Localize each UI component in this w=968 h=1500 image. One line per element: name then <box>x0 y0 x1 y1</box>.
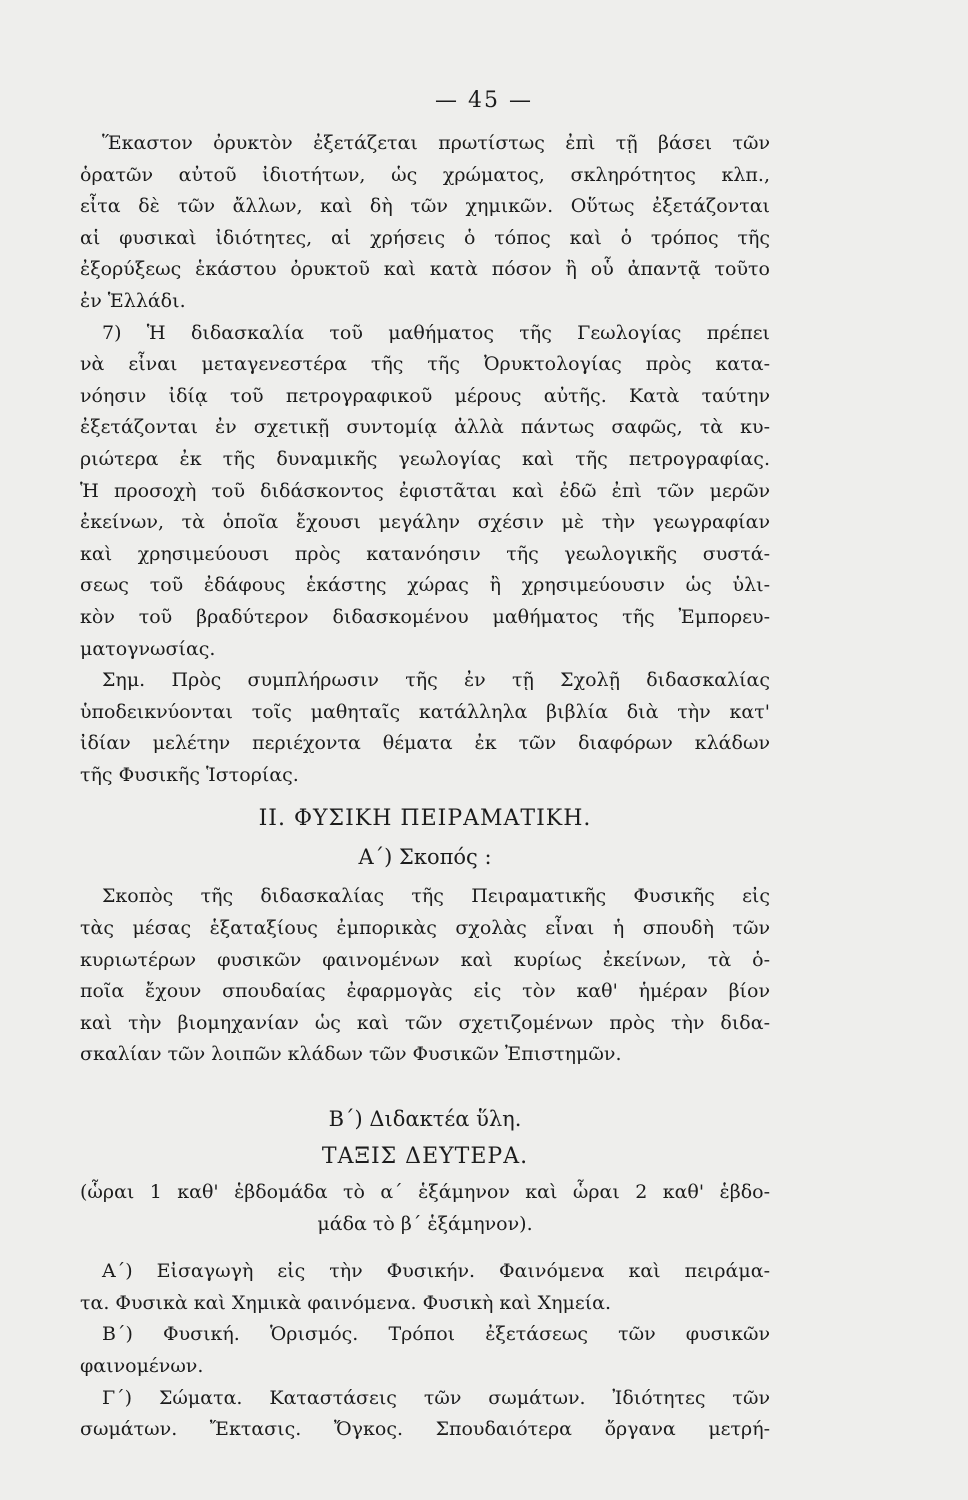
paragraph-introduction <box>80 1256 770 1319</box>
text-line: εἶτα δὲ τῶν ἄλλων, καὶ δὴ τῶν χημικῶν. Οὕτως ἐξετάζονται <box>80 195 770 218</box>
text-line: καὶ τὴν βιομηχανίαν ὡς καὶ τῶν σχετιζομένων πρὸς τὴν διδα- <box>80 1011 770 1034</box>
text-line: μάδα τὸ β΄ ἑξάμηνον). <box>317 1212 533 1235</box>
text-line: σεως τοῦ ἐδάφους ἑκάστης χώρας ἢ χρησιμεύουσιν ὡς ὑλι- <box>80 574 770 597</box>
hours-note <box>80 1177 770 1240</box>
text-line: σωμάτων. Ἔκτασις. Ὄγκος. Σπουδαιότερα ὄργανα μετρή- <box>80 1418 770 1441</box>
text-line: ματογνωσίας. <box>80 637 216 660</box>
text-line: ἐξορύξεως ἑκάστου ὀρυκτοῦ καὶ κατὰ πόσον ἢ οὗ ἀπαντᾷ τοῦτο <box>80 258 770 281</box>
subsection-heading-material: Β΄) Διδακτέα ὕλη. <box>328 1107 522 1132</box>
text-line: τα. Φυσικὰ καὶ Χημικὰ φαινόμενα. Φυσικὴ καὶ Χημεία. <box>80 1291 612 1314</box>
paragraph-note <box>80 665 770 791</box>
text-line: κὸν τοῦ βραδύτερον διδασκομένου μαθήματος τῆς Ἐμπορευ- <box>80 605 770 628</box>
paragraph-physics <box>80 1319 770 1382</box>
text-line: καὶ χρησιμεύουσι πρὸς κατανόησιν τῆς γεωλογικῆς συστά- <box>80 542 770 565</box>
text-line: Β΄) Φυσική. Ὁρισμός. Τρόποι ἐξετάσεως τῶν φυσικῶν <box>102 1323 770 1346</box>
text-line: ἐν Ἑλλάδι. <box>80 289 186 312</box>
text-line: Σκοπὸς τῆς διδασκαλίας τῆς Πειραματικῆς Φυσικῆς εἰς <box>102 885 770 908</box>
text-line: 7) Ἡ διδασκαλία τοῦ μαθήματος τῆς Γεωλογίας πρέπει <box>102 321 770 344</box>
page-body <box>80 128 770 1446</box>
text-line: νὰ εἶναι μεταγενεστέρα τῆς τῆς Ὀρυκτολογίας πρὸς κατα- <box>80 353 770 376</box>
subsection-heading-purpose: Α΄) Σκοπός : <box>358 845 492 870</box>
text-line: τῆς Φυσικῆς Ἱστορίας. <box>80 763 299 786</box>
text-line: Ἕκαστον ὀρυκτὸν ἐξετάζεται πρωτίστως ἐπὶ τῇ βάσει τῶν <box>102 132 770 154</box>
text-line: τὰς μέσας ἑξαταξίους ἐμπορικὰς σχολὰς εἶναι ἡ σπουδὴ τῶν <box>80 917 770 940</box>
text-line: ὁρατῶν αὐτοῦ ἰδιοτήτων, ὡς χρώματος, σκληρότητος κλπ., <box>80 163 770 186</box>
text-line: Ἡ προσοχὴ τοῦ διδάσκοντος ἐφιστᾶται καὶ ἐδῶ ἐπὶ τῶν μερῶν <box>80 479 770 502</box>
paragraph-minerals <box>80 128 770 318</box>
paragraph-bodies <box>80 1383 770 1446</box>
text-line: Σημ. Πρὸς συμπλήρωσιν τῆς ἐν τῇ Σχολῇ διδασκαλίας <box>102 669 770 692</box>
text-line: Α΄) Εἰσαγωγὴ εἰς τὴν Φυσικήν. Φαινόμενα καὶ πειράμα- <box>102 1260 770 1283</box>
text-line: Γ΄) Σώματα. Καταστάσεις τῶν σωμάτων. Ἰδιότητες τῶν <box>102 1386 770 1409</box>
text-line: ὑποδεικνύονται τοῖς μαθηταῖς κατάλληλα βιβλία διὰ τὴν κατ' <box>80 700 770 723</box>
text-line: ριώτερα ἐκ τῆς δυναμικῆς γεωλογίας καὶ τῆς πετρογραφίας. <box>80 447 770 470</box>
text-line: ἰδίαν μελέτην περιέχοντα θέματα ἐκ τῶν διαφόρων κλάδων <box>80 732 770 755</box>
text-line: αἱ φυσικαὶ ἰδιότητες, αἱ χρήσεις ὁ τόπος καὶ ὁ τρόπος τῆς <box>80 226 770 249</box>
text-line: σκαλίαν τῶν λοιπῶν κλάδων τῶν Φυσικῶν Ἐπιστημῶν. <box>80 1043 622 1066</box>
page-number: — 45 — <box>435 88 533 113</box>
section-heading: ΙΙ. ΦΥΣΙΚΗ ΠΕΙΡΑΜΑΤΙΚΗ. <box>258 806 592 832</box>
paragraph-geology <box>80 318 770 666</box>
text-line: φαινομένων. <box>80 1355 204 1377</box>
text-line: νόησιν ἰδίᾳ τοῦ πετρογραφικοῦ μέρους αὐτῆς. Κατὰ ταύτην <box>80 384 770 407</box>
paragraph-purpose <box>80 881 770 1071</box>
text-line: κυριωτέρων φυσικῶν φαινομένων καὶ κυρίως ἐκείνων, τὰ ὁ- <box>80 948 770 971</box>
text-line: (ὧραι 1 καθ' ἑβδομάδα τὸ α΄ ἑξάμηνον καὶ ὧραι 2 καθ' ἑβδο- <box>80 1181 770 1204</box>
text-line: ποῖα ἔχουν σπουδαίας ἐφαρμογὰς εἰς τὸν καθ' ἡμέραν βίον <box>80 980 770 1003</box>
text-line: ἐξετάζονται ἐν σχετικῇ συντομίᾳ ἀλλὰ πάντως σαφῶς, τὰ κυ- <box>80 416 770 439</box>
text-line: ἐκείνων, τὰ ὁποῖα ἔχουσι μεγάλην σχέσιν μὲ τὴν γεωγραφίαν <box>80 511 770 534</box>
class-heading: ΤΑΞΙΣ ΔΕΥΤΕΡΑ. <box>321 1144 529 1170</box>
